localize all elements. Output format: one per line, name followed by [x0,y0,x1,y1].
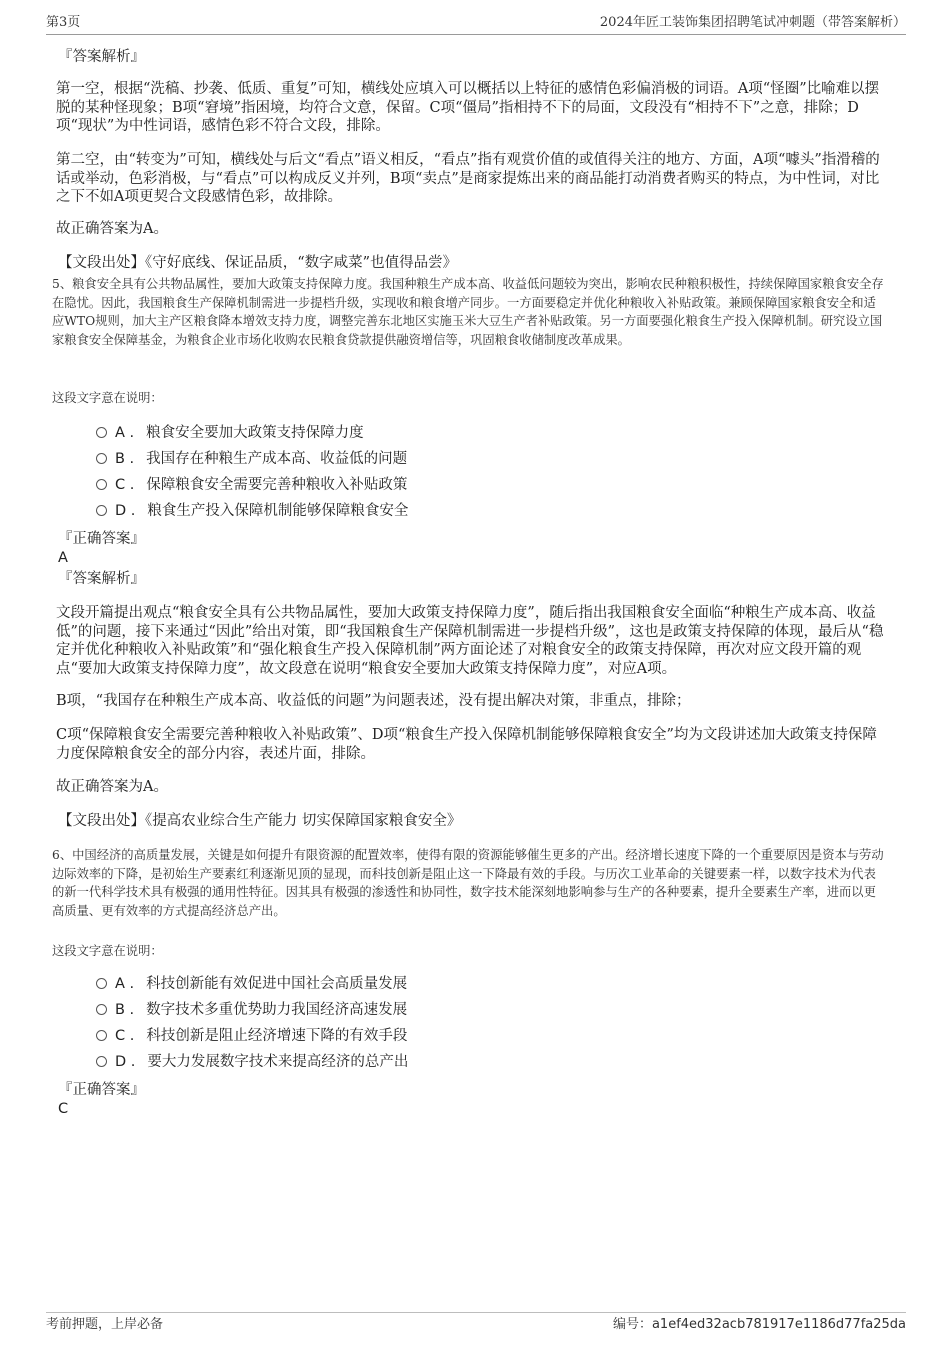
page-number: 第3页 [46,15,81,30]
conclusion: 故正确答案为A。 [56,221,168,237]
page-header [46,14,906,35]
option-text: 我国存在种粮生产成本高、收益低的问题 [146,451,408,467]
radio-circle-icon[interactable] [96,1056,107,1067]
document-title: 2024年匠工装饰集团招聘笔试冲刺题（带答案解析） [599,15,906,30]
analysis-label: 『答案解析』 [58,49,145,65]
radio-circle-icon[interactable] [96,479,107,490]
option-text: 要大力发展数字技术来提高经济的总产出 [147,1054,409,1070]
option-text: 科技创新能有效促进中国社会高质量发展 [146,976,408,992]
answer-label: 『正确答案』 [58,1082,145,1098]
radio-circle-icon[interactable] [96,978,107,989]
option-b[interactable]: B . 数字技术多重优势助力我国经济高速发展 [96,1001,796,1019]
radio-circle-icon[interactable] [96,505,107,516]
question-prompt: 这段文字意在说明： [52,391,163,405]
question-text: 5、粮食安全具有公共物品属性，要加大政策支持保障力度。我国种粮生产成本高、收益低问题较为突出，影响农民种粮积极性，持续保障国家粮食安全存在隐忧。因此，我国粮食生产保障机制需进一步提档升级，实现收和粮食增产同步。一方面要稳定并优化种粮收入补贴政策。兼顾保障国家粮食安全和适应WTO规则，加大主产区粮食降本增效支持力度，调整完善东北地区实施玉米大豆生产者补贴政策。另一方面要强化粮食生产投入保障机制。研究设立国家粮食安全保障基金，为粮食企业市场化收购农民粮食贷款提供融资增信等，巩固粮食收储制度改革成果。 [52,277,884,347]
analysis-paragraph: C项“保障粮食安全需要完善种粮收入补贴政策”、D项“粮食生产投入保障机制能够保障粮食安全”均为文段讲述加大政策支持保障力度保障粮食安全的部分内容，表述片面，排除。 [56,727,877,762]
analysis-label: 『答案解析』 [58,571,145,587]
option-d[interactable]: D . 要大力发展数字技术来提高经济的总产出 [96,1053,796,1071]
analysis-paragraph: B项，“我国存在种粮生产成本高、收益低的问题”为问题表述，没有提出解决对策，非重点，排除； [56,693,691,709]
option-text: 数字技术多重优势助力我国经济高速发展 [146,1002,408,1018]
question-text: 6、中国经济的高质量发展，关键是如何提升有限资源的配置效率，使得有限的资源能够催生更多的产出。经济增长速度下降的一个重要原因是资本与劳动边际效率的下降，是初始生产要素红利逐渐见顶的显现，而科技创新是阻止这一下降最有效的手段。与历次工业革命的关键要素一样，以数字技术为代表的新一代科学技术具有极强的通用性特征。因其具有极强的渗透性和协同性，数字技术能深刻地影响参与生产的各种要素，提升全要素生产率，进而以更高质量、更有效率的方式提高经济总产出。 [52,848,884,918]
analysis-paragraph: 第二空，由“转变为”可知，横线处与后文“看点”语义相反，“看点”指有观赏价值的或值得关注的地方、方面，A项“噱头”指滑稽的话或举动，色彩消极，与“看点”可以构成反义并列，B项“卖点”是商家提炼出来的商品能打动消费者购买的特点，为中性词，对比之下不如A项更契合文段感情色彩，故排除。 [56,152,880,205]
answer-value: A [58,550,68,566]
source-citation: 【文段出处】《守好底线、保证品质，“数字咸菜”也值得品尝》 [58,255,458,271]
source-citation: 【文段出处】《提高农业综合生产能力 切实保障国家粮食安全》 [58,813,462,829]
footer-slogan: 考前押题，上岸必备 [46,1317,164,1332]
radio-circle-icon[interactable] [96,427,107,438]
page-footer [46,1312,906,1335]
option-text: 科技创新是阻止经济增速下降的有效手段 [146,1028,408,1044]
option-d[interactable]: D . 粮食生产投入保障机制能够保障粮食安全 [96,502,796,520]
option-a[interactable]: A . 科技创新能有效促进中国社会高质量发展 [96,975,796,993]
option-text: 粮食安全要加大政策支持保障力度 [146,425,364,441]
option-a[interactable]: A . 粮食安全要加大政策支持保障力度 [96,424,796,442]
option-c[interactable]: C . 保障粮食安全需要完善种粮收入补贴政策 [96,476,796,494]
option-b[interactable]: B . 我国存在种粮生产成本高、收益低的问题 [96,450,796,468]
document-code [613,1316,906,1334]
option-text: 粮食生产投入保障机制能够保障粮食安全 [147,503,409,519]
code-label: 编号： [612,1317,652,1332]
option-text: 保障粮食安全需要完善种粮收入补贴政策 [146,477,408,493]
analysis-paragraph: 第一空，根据“洗稿、抄袭、低质、重复”可知，横线处应填入可以概括以上特征的感情色彩偏消极的词语。A项“怪圈”比喻难以摆脱的某种怪现象；B项“窘境”指困境，均符合文意，保留。C项“僵局”指相持不下的局面，文段没有“相持不下”之意，排除；D项“现状”为中性词语，感情色彩不符合文段，排除。 [56,81,880,134]
analysis-paragraph: 文段开篇提出观点“粮食安全具有公共物品属性，要加大政策支持保障力度”，随后指出我国粮食安全面临“种粮生产成本高、收益低”的问题，接下来通过“因此”给出对策，即“我国粮食生产保障机制需进一步提档升级”，这也是政策支持保障的体现，最后从“稳定并优化种粮收入补贴政策”和“强化粮食生产投入保障机制”两方面论述了对粮食安全的政策支持保障，再次对应文段开篇的观点“要加大政策支持保障力度”，故文段意在说明“粮食安全要加大政策支持保障力度”，对应A项。 [56,605,884,677]
radio-circle-icon[interactable] [96,1004,107,1015]
answer-value: C [58,1101,69,1117]
option-c[interactable]: C . 科技创新是阻止经济增速下降的有效手段 [96,1027,796,1045]
answer-label: 『正确答案』 [58,531,145,547]
radio-circle-icon[interactable] [96,1030,107,1041]
code-value: a1ef4ed32acb781917e1186d77fa25da [651,1317,906,1332]
radio-circle-icon[interactable] [96,453,107,464]
conclusion: 故正确答案为A。 [56,779,168,795]
question-prompt: 这段文字意在说明： [52,944,163,958]
